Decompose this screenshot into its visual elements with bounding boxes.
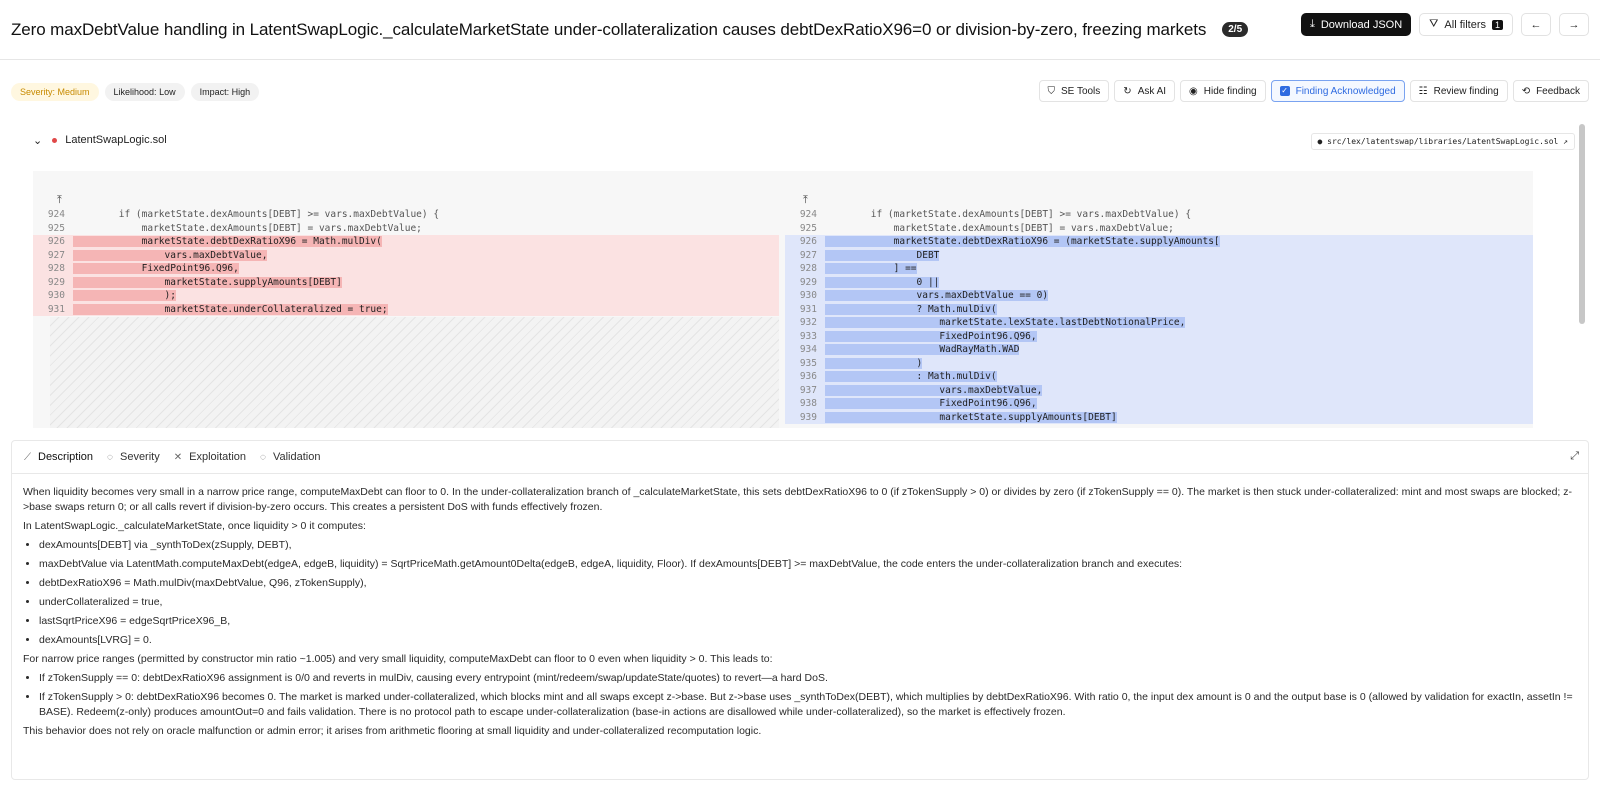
shield-icon: ⛉ (1047, 85, 1055, 97)
line-number: 931 (799, 303, 817, 315)
tab-exploitation[interactable]: ✕ Exploitation (173, 451, 246, 463)
code-line (785, 249, 1533, 263)
code-line (785, 397, 1533, 411)
list-item: • dexAmounts[LVRG] = 0. (39, 633, 1577, 648)
code-diff-panel (11, 112, 1589, 428)
code-text: FixedPoint96.Q96, (825, 330, 1037, 342)
line-number: 933 (799, 330, 817, 342)
code-line (785, 357, 1533, 371)
code-line (33, 208, 779, 222)
feedback-icon: ⟲ (1521, 85, 1531, 97)
line-number: 927 (799, 249, 817, 261)
code-text: : Math.mulDiv( (825, 371, 997, 382)
scroll-thumb[interactable] (1579, 124, 1585, 324)
review-finding-button[interactable]: ☷ Review finding (1410, 80, 1508, 102)
all-filters-button[interactable]: ⛛ All filters 1 (1419, 13, 1513, 36)
line-number: 937 (799, 384, 817, 396)
line-number: 924 (47, 209, 65, 220)
download-json-button[interactable]: ⤓ Download JSON (1301, 13, 1411, 36)
bulb-icon: ◌ (107, 451, 113, 463)
line-number: 929 (799, 276, 817, 288)
list-item: • If zTokenSupply == 0: debtDexRatioX96 assignment is 0/0 and reverts in mulDiv, causing every entrypoint (mint/redeem/swap/updateState/quotes) to revert—a hard DoS. (39, 671, 1577, 686)
code-text: ) (825, 357, 923, 369)
diff-left-pane (33, 171, 779, 428)
vertical-scrollbar[interactable] (1579, 124, 1587, 424)
description-paragraph: In LatentSwapLogic._calculateMarketState, once liquidity > 0 it computes: (23, 520, 366, 532)
code-line (33, 289, 779, 303)
github-icon: ● (1317, 137, 1323, 146)
file-path-link[interactable]: ● src/lex/latentswap/libraries/LatentSwapLogic.sol ↗ (1311, 133, 1576, 150)
list-item: • If zTokenSupply > 0: debtDexRatioX96 becomes 0. The market is marked under-collateralized, which blocks mint and all swaps except z->base. But z->base uses _synthToDex(DEBT), which multiplies by debtDexRatioX96. With ratio 0, the input dex amount is 0 and the output base is 0 (allowed by validation for exactIn, assetIn != BASE). Redeem(z-only) produces amountOut=0 and fails validation. There is no protocol path to escape under-collateralization (base-in actions are disallowed while under-collateralized), so the market is effectively frozen. (39, 690, 1577, 720)
list-item: • maxDebtValue via LatentMath.computeMaxDebt(edgeA, edgeB, liquidity) = SqrtPriceMath.getAmount0Delta(edgeB, edgeA, liquidity, Floor). If dexAmounts[DEBT] >= maxDebtValue, the code enters the under-collateralization branch and executes: (39, 557, 1577, 572)
code-line (33, 276, 779, 290)
diff-right-pane (785, 171, 1533, 428)
code-line (785, 262, 1533, 276)
download-icon: ⤓ (1309, 18, 1315, 30)
code-line (785, 384, 1533, 398)
description-icon: ⟋ (24, 451, 31, 463)
code-line (785, 208, 1533, 222)
feedback-button[interactable]: ⟲ Feedback (1513, 80, 1589, 102)
expand-up-icon[interactable]: ⤒ (57, 193, 62, 206)
code-text: marketState.dexAmounts[DEBT] = vars.maxDebtValue; (73, 222, 422, 234)
file-name: LatentSwapLogic.sol (65, 134, 167, 146)
line-number: 936 (799, 371, 817, 382)
list-icon: ☷ (1418, 85, 1428, 97)
code-text: vars.maxDebtValue == 0) (825, 290, 1049, 301)
line-number: 935 (799, 357, 817, 369)
line-number: 927 (47, 249, 65, 261)
arrow-left-icon: ← (1530, 18, 1542, 31)
finding-counter: 2/5 (1222, 22, 1248, 37)
description-body (12, 474, 1588, 754)
diff-area (33, 171, 1533, 428)
refresh-icon: ↻ (1123, 85, 1132, 97)
finding-title: Zero maxDebtValue handling in LatentSwapLogic._calculateMarketState under-collateralization causes debtDexRatioX96=0 or division-by-zero, freezing markets (11, 19, 1207, 39)
list-item: • underCollateralized = true, (39, 595, 1577, 610)
code-line (33, 222, 779, 236)
code-line (785, 370, 1533, 384)
line-number: 930 (799, 290, 817, 301)
line-number: 926 (47, 236, 65, 247)
code-line (33, 235, 779, 249)
chevron-down-icon[interactable]: ⌄ (33, 134, 43, 147)
code-line (785, 235, 1533, 249)
code-text: DEBT (825, 249, 940, 261)
finding-acknowledged-button[interactable]: ✓ Finding Acknowledged (1271, 80, 1405, 102)
tab-severity[interactable]: ◌ Severity (107, 451, 160, 463)
line-number: 939 (799, 411, 817, 423)
code-text: marketState.supplyAmounts[DEBT] (825, 411, 1117, 423)
details-tabs (12, 441, 1588, 474)
description-list (39, 538, 1577, 648)
bulb-icon: ◌ (260, 451, 266, 463)
expand-up-icon[interactable]: ⤒ (803, 193, 808, 206)
code-line (785, 343, 1533, 357)
code-line (33, 303, 779, 317)
code-line (785, 289, 1533, 303)
code-text: if (marketState.dexAmounts[DEBT] >= vars.maxDebtValue) { (825, 209, 1192, 220)
line-number: 934 (799, 344, 817, 355)
code-line (785, 303, 1533, 317)
code-text: marketState.dexAmounts[DEBT] = vars.maxDebtValue; (825, 222, 1174, 234)
prev-finding-button[interactable] (1521, 13, 1551, 36)
code-line (33, 249, 779, 263)
impact-chip: Impact: High (191, 83, 260, 101)
code-text: marketState.debtDexRatioX96 = Math.mulDiv( (73, 236, 382, 247)
code-text: ? Math.mulDiv( (825, 303, 997, 315)
tab-validation[interactable]: ◌ Validation (260, 451, 321, 463)
code-text: WadRayMath.WAD (825, 344, 1020, 355)
code-text: marketState.supplyAmounts[DEBT] (73, 276, 342, 288)
line-number: 925 (47, 222, 65, 234)
se-tools-button[interactable]: ⛉ SE Tools (1039, 80, 1110, 102)
line-number: 925 (799, 222, 817, 234)
line-number: 928 (799, 263, 817, 274)
code-line (785, 222, 1533, 236)
line-number: 926 (799, 236, 817, 247)
external-link-icon: ↗ (1563, 137, 1568, 146)
hide-finding-button[interactable]: ◉ Hide finding (1180, 80, 1266, 102)
code-line (785, 330, 1533, 344)
code-text: FixedPoint96.Q96, (73, 263, 239, 274)
code-text: ] == (825, 263, 917, 274)
description-paragraph: When liquidity becomes very small in a narrow price range, computeMaxDebt can floor to 0. In the under-collateralization branch of _calculateMarketState, this sets debtDexRatioX96 to 0 (if zTokenSupply > 0) or divides by zero (if zTokenSupply == 0). The market is then stuck under-collateralized: mint and most swaps are blocked; z->base swaps return 0; or all calls revert if division-by-zero occurs. This creates a persistent DoS with funds effectively frozen. (23, 486, 1573, 513)
code-text: ); (73, 290, 176, 301)
code-text: if (marketState.dexAmounts[DEBT] >= vars.maxDebtValue) { (73, 209, 440, 220)
details-panel (11, 440, 1589, 780)
description-list (39, 671, 1577, 720)
code-line (785, 411, 1533, 425)
code-line (785, 276, 1533, 290)
likelihood-chip: Likelihood: Low (105, 83, 185, 101)
filter-icon: ⛛ (1429, 18, 1439, 30)
code-line (33, 262, 779, 276)
line-number: 924 (799, 209, 817, 220)
modified-dot-icon (52, 138, 57, 143)
code-text: vars.maxDebtValue, (825, 384, 1043, 396)
line-number: 938 (799, 398, 817, 409)
filter-count-badge: 1 (1492, 20, 1503, 30)
list-item: • debtDexRatioX96 = Math.mulDiv(maxDebtValue, Q96, zTokenSupply), (39, 576, 1577, 591)
description-paragraph: This behavior does not rely on oracle malfunction or admin error; it arises from arithmetic flooring at small liquidity and under-collateralized recomputation logic. (23, 725, 762, 737)
code-text: vars.maxDebtValue, (73, 249, 268, 261)
checkbox-icon: ✓ (1281, 86, 1288, 95)
arrow-right-icon: → (1568, 18, 1580, 31)
code-text: 0 || (825, 276, 940, 288)
list-item: • dexAmounts[DEBT] via _synthToDex(zSupply, DEBT), (39, 538, 1577, 553)
code-text: FixedPoint96.Q96, (825, 398, 1037, 409)
line-number: 928 (47, 263, 65, 274)
line-number: 932 (799, 317, 817, 328)
next-finding-button[interactable] (1559, 13, 1589, 36)
description-paragraph: For narrow price ranges (permitted by constructor min ratio ~1.005) and very small liquidity, computeMaxDebt can floor to 0 even when liquidity > 0. This leads to: (23, 653, 773, 665)
line-number: 931 (47, 303, 65, 315)
eye-off-icon: ◉ (1189, 85, 1198, 97)
meta-row (11, 80, 1589, 104)
line-number: 929 (47, 276, 65, 288)
tab-description[interactable]: ⟋ Description (24, 451, 94, 463)
top-bar (0, 0, 1600, 60)
code-text: marketState.debtDexRatioX96 = (marketState.supplyAmounts[ (825, 236, 1220, 247)
severity-chip: Severity: Medium (11, 83, 99, 101)
code-line (785, 316, 1533, 330)
empty-hatch-area (50, 317, 779, 428)
tools-icon: ✕ (173, 451, 183, 463)
expand-icon[interactable]: ⤢ (1570, 450, 1579, 462)
code-text: marketState.lexState.lastDebtNotionalPrice, (825, 317, 1186, 328)
ask-ai-button[interactable]: ↻ Ask AI (1114, 80, 1175, 102)
code-text: marketState.underCollateralized = true; (73, 303, 388, 315)
line-number: 930 (47, 290, 65, 301)
list-item: • lastSqrtPriceX96 = edgeSqrtPriceX96_B, (39, 614, 1577, 629)
